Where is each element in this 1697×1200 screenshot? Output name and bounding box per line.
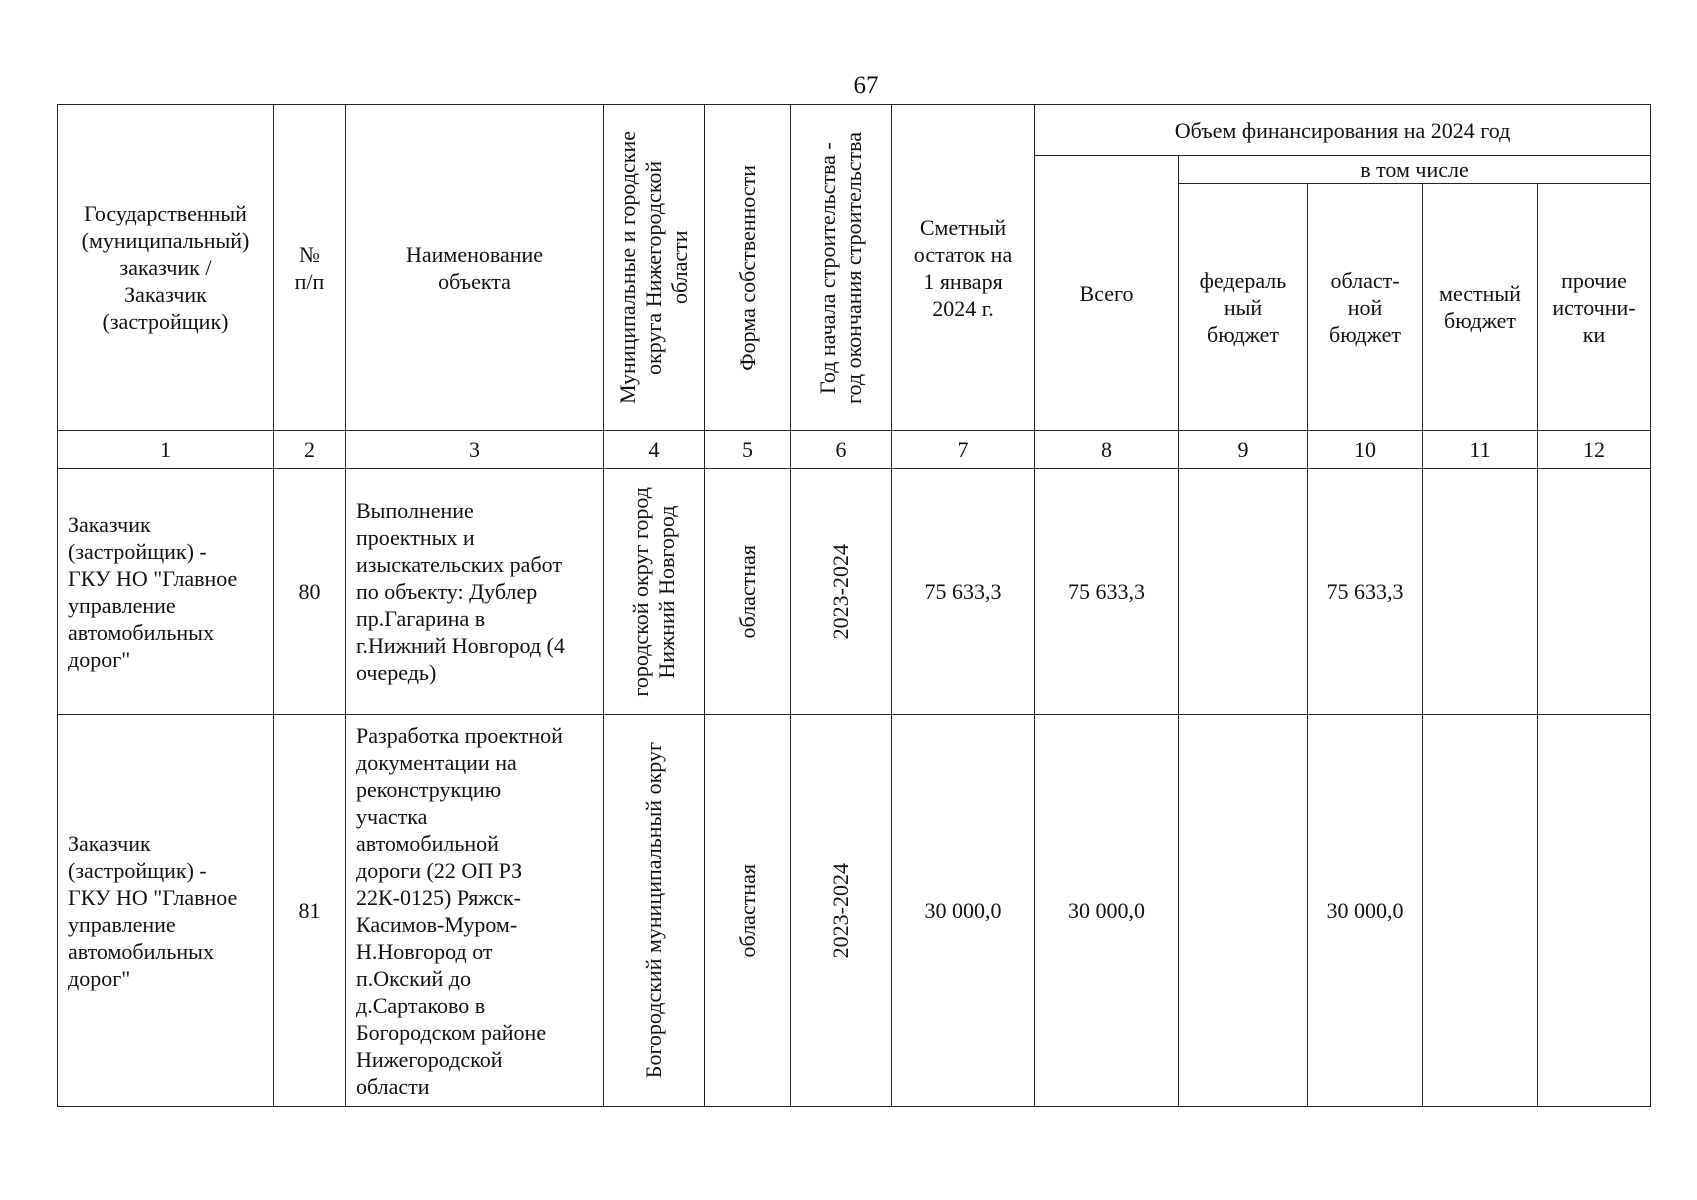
cell-municipality: городской округ город Нижний Новгород xyxy=(604,469,705,715)
cell-other xyxy=(1538,469,1651,715)
header-local: местный бюджет xyxy=(1423,184,1538,431)
header-including: в том числе xyxy=(1179,156,1651,184)
column-number: 5 xyxy=(705,431,791,469)
header-regional: област- ной бюджет xyxy=(1308,184,1423,431)
header-total: Всего xyxy=(1035,156,1179,431)
header-row-top xyxy=(58,105,1651,156)
table-row xyxy=(58,469,1651,715)
column-number-row xyxy=(58,431,1651,469)
financing-table xyxy=(57,104,1651,1107)
cell-total: 75 633,3 xyxy=(1035,469,1179,715)
column-number: 1 xyxy=(58,431,274,469)
cell-federal xyxy=(1179,469,1308,715)
column-number: 7 xyxy=(892,431,1035,469)
header-years: Год начала строительства - год окончания строительства xyxy=(791,105,892,431)
cell-ownership: областная xyxy=(705,715,791,1107)
header-object-name: Наименование объекта xyxy=(346,105,604,431)
column-number: 11 xyxy=(1423,431,1538,469)
cell-years: 2023-2024 xyxy=(791,715,892,1107)
cell-customer: Заказчик (застройщик) - ГКУ НО "Главное управление автомобильных дорог" xyxy=(58,715,274,1107)
page-number: 67 xyxy=(853,72,879,99)
header-financing: Объем финансирования на 2024 год xyxy=(1035,105,1651,156)
cell-regional: 75 633,3 xyxy=(1308,469,1423,715)
header-other: прочие источни- ки xyxy=(1538,184,1651,431)
header-municipality: Муниципальные и городские округа Нижегородской области xyxy=(604,105,705,431)
table-row xyxy=(58,715,1651,1107)
cell-years: 2023-2024 xyxy=(791,469,892,715)
header-estimate: Сметный остаток на 1 января 2024 г. xyxy=(892,105,1035,431)
cell-number: 81 xyxy=(274,715,346,1107)
cell-ownership: областная xyxy=(705,469,791,715)
header-ownership: Форма собственности xyxy=(705,105,791,431)
column-number: 9 xyxy=(1179,431,1308,469)
column-number: 6 xyxy=(791,431,892,469)
column-number: 3 xyxy=(346,431,604,469)
cell-object-name: Разработка проектной документации на реконструкцию участка автомобильной дороги (22 ОП РЗ 22К-0125) Ряжск- Касимов-Муром- Н.Новгород от п.Окский до д.Сартаково в Богородском районе Нижегородской области xyxy=(346,715,604,1107)
cell-customer: Заказчик (застройщик) - ГКУ НО "Главное управление автомобильных дорог" xyxy=(58,469,274,715)
cell-regional: 30 000,0 xyxy=(1308,715,1423,1107)
cell-estimate: 75 633,3 xyxy=(892,469,1035,715)
cell-number: 80 xyxy=(274,469,346,715)
header-customer: Государственный (муниципальный) заказчик / Заказчик (застройщик) xyxy=(58,105,274,431)
column-number: 8 xyxy=(1035,431,1179,469)
cell-federal xyxy=(1179,715,1308,1107)
cell-estimate: 30 000,0 xyxy=(892,715,1035,1107)
cell-local xyxy=(1423,715,1538,1107)
column-number: 10 xyxy=(1308,431,1423,469)
column-number: 2 xyxy=(274,431,346,469)
header-number: № п/п xyxy=(274,105,346,431)
cell-other xyxy=(1538,715,1651,1107)
cell-municipality: Богородский муниципальный округ xyxy=(604,715,705,1107)
cell-total: 30 000,0 xyxy=(1035,715,1179,1107)
column-number: 4 xyxy=(604,431,705,469)
cell-object-name: Выполнение проектных и изыскательских работ по объекту: Дублер пр.Гагарина в г.Нижний Новгород (4 очередь) xyxy=(346,469,604,715)
header-federal: федераль ный бюджет xyxy=(1179,184,1308,431)
cell-local xyxy=(1423,469,1538,715)
column-number: 12 xyxy=(1538,431,1651,469)
